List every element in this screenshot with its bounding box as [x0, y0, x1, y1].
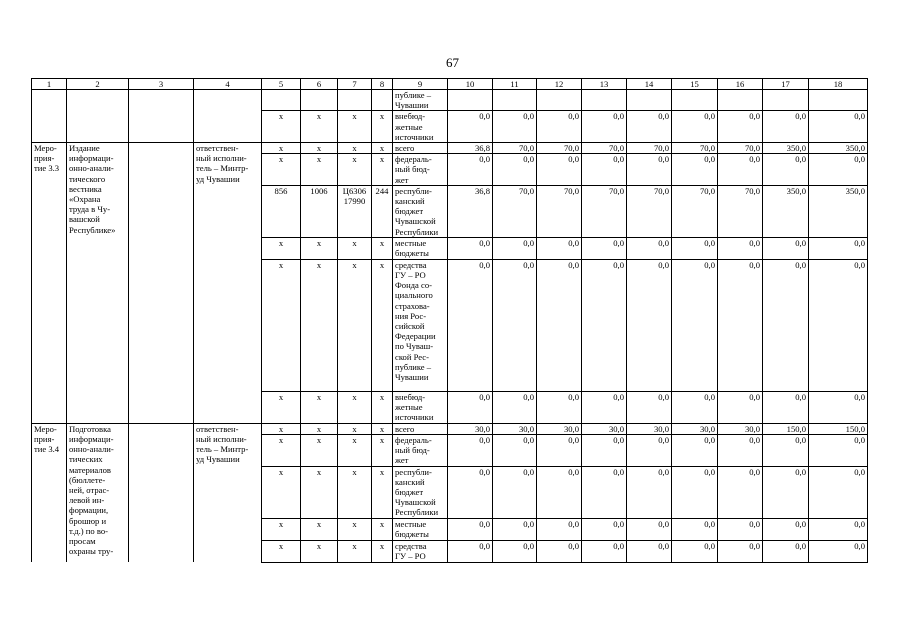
cell-value: 0,0 — [582, 540, 627, 562]
cell-value: 0,0 — [627, 435, 672, 467]
cell-value: х — [301, 259, 338, 391]
cell-value: 0,0 — [537, 154, 582, 186]
cell-value: х — [262, 518, 301, 540]
cell-empty — [372, 90, 393, 111]
cell-value: х — [262, 423, 301, 434]
cell-value: 70,0 — [672, 185, 718, 237]
cell-value: х — [338, 154, 372, 186]
cell-value: 70,0 — [582, 143, 627, 154]
cell-value: 856 — [262, 185, 301, 237]
cell-value: х — [338, 540, 372, 562]
cell-value: 70,0 — [672, 143, 718, 154]
cell-value: х — [372, 259, 393, 391]
cell-value: х — [372, 435, 393, 467]
cell-value: 0,0 — [627, 391, 672, 423]
table-row — [32, 423, 868, 434]
cell-value: 0,0 — [763, 540, 809, 562]
source-cell: республи- канский бюджет Чувашской Республики — [393, 466, 448, 518]
cell-value: х — [262, 259, 301, 391]
source-cell: внебюд- жетные источники — [393, 391, 448, 423]
col-header: 4 — [194, 79, 262, 90]
budget-table — [31, 78, 868, 563]
cell-value: 0,0 — [809, 237, 868, 259]
cell-value: 36,8 — [448, 143, 493, 154]
cell-value: 150,0 — [763, 423, 809, 434]
cell-value: х — [262, 143, 301, 154]
cell-value: 30,0 — [448, 423, 493, 434]
cell-value: 0,0 — [718, 259, 763, 391]
cell-value: 0,0 — [718, 391, 763, 423]
cell-value: 0,0 — [718, 154, 763, 186]
cell-value: х — [338, 518, 372, 540]
cell-value: х — [301, 111, 338, 143]
cell-value: 0,0 — [763, 259, 809, 391]
cell-value: 0,0 — [493, 435, 537, 467]
cell-value: 0,0 — [763, 154, 809, 186]
cell-value: х — [262, 154, 301, 186]
cell-value: 0,0 — [537, 111, 582, 143]
source-cell: публике – Чувашии — [393, 90, 448, 111]
source-cell: средства ГУ – РО Фонда со- циального страхова- ния Рос- сийской Федерации по Чуваш- ской Рес- публике – Чувашии — [393, 259, 448, 391]
col-header: 8 — [372, 79, 393, 90]
cell-value: 70,0 — [537, 185, 582, 237]
cell-empty — [301, 90, 338, 111]
cell-value: х — [262, 540, 301, 562]
cell-value: 0,0 — [718, 466, 763, 518]
cell-empty — [194, 90, 262, 143]
cell-value: 0,0 — [493, 466, 537, 518]
cell-value: 0,0 — [537, 391, 582, 423]
cell-value: х — [372, 466, 393, 518]
cell-value: х — [301, 237, 338, 259]
col-header: 14 — [627, 79, 672, 90]
cell-value: 0,0 — [582, 518, 627, 540]
cell-value: 30,0 — [582, 423, 627, 434]
cell-value: х — [262, 435, 301, 467]
cell-value: 0,0 — [627, 111, 672, 143]
page-number: 67 — [446, 55, 459, 70]
col-header: 5 — [262, 79, 301, 90]
cell-value: х — [301, 466, 338, 518]
cell-value: х — [338, 111, 372, 143]
cell-value: х — [301, 540, 338, 562]
activity-label: Меро- прия- тие 3.4 — [32, 423, 67, 562]
col-header: 16 — [718, 79, 763, 90]
cell-value: х — [262, 237, 301, 259]
cell-value: 0,0 — [718, 111, 763, 143]
cell-value: 0,0 — [809, 466, 868, 518]
cell-empty — [262, 90, 301, 111]
cell-value: х — [372, 423, 393, 434]
col-header: 18 — [809, 79, 868, 90]
cell-value: х — [372, 237, 393, 259]
cell-value: 0,0 — [582, 111, 627, 143]
col-header: 11 — [493, 79, 537, 90]
cell-value: 0,0 — [809, 435, 868, 467]
cell-value: 0,0 — [718, 237, 763, 259]
cell-empty — [129, 90, 194, 143]
col-header: 3 — [129, 79, 194, 90]
col-header: 9 — [393, 79, 448, 90]
cell-value: 0,0 — [493, 518, 537, 540]
cell-value: 70,0 — [627, 143, 672, 154]
cell-value: х — [338, 423, 372, 434]
source-cell: местные бюджеты — [393, 237, 448, 259]
cell-value: 0,0 — [809, 391, 868, 423]
cell-value: 0,0 — [718, 435, 763, 467]
cell-value: 0,0 — [763, 466, 809, 518]
col-header: 12 — [537, 79, 582, 90]
cell-value: х — [301, 143, 338, 154]
cell-empty — [32, 90, 67, 143]
cell-value: х — [338, 435, 372, 467]
cell-value: 0,0 — [537, 540, 582, 562]
cell-value: 0,0 — [448, 540, 493, 562]
cell-value: х — [301, 518, 338, 540]
cell-value: 0,0 — [718, 518, 763, 540]
cell-value: 0,0 — [672, 435, 718, 467]
cell-value: 0,0 — [672, 154, 718, 186]
activity-executor: ответствен- ный исполни- тель – Минтр- уд Чувашии — [194, 143, 262, 424]
cell-value: 0,0 — [582, 391, 627, 423]
cell-value: х — [262, 466, 301, 518]
cell-value: 0,0 — [672, 259, 718, 391]
cell-value: 0,0 — [627, 154, 672, 186]
col-header: 1 — [32, 79, 67, 90]
cell-empty — [129, 143, 194, 424]
cell-value: 0,0 — [448, 435, 493, 467]
cell-value: х — [372, 518, 393, 540]
cell-value: 0,0 — [763, 237, 809, 259]
cell-value: х — [301, 154, 338, 186]
cell-value: Ц6306 17990 — [338, 185, 372, 237]
cell-value: х — [338, 466, 372, 518]
cell-value: 0,0 — [493, 391, 537, 423]
cell-value: 0,0 — [493, 540, 537, 562]
cell-value: 0,0 — [718, 540, 763, 562]
cell-value: 70,0 — [537, 143, 582, 154]
cell-value: 30,0 — [493, 423, 537, 434]
cell-value: 0,0 — [627, 518, 672, 540]
cell-value: 0,0 — [582, 466, 627, 518]
table-row — [32, 90, 868, 111]
cell-value: 0,0 — [493, 154, 537, 186]
cell-value: х — [338, 143, 372, 154]
cell-value: х — [262, 111, 301, 143]
cell-value: 0,0 — [537, 237, 582, 259]
cell-value: 0,0 — [493, 259, 537, 391]
cell-value: 0,0 — [448, 466, 493, 518]
cell-value: 70,0 — [493, 185, 537, 237]
col-header: 7 — [338, 79, 372, 90]
source-cell: средства ГУ – РО — [393, 540, 448, 562]
cell-value: 30,0 — [718, 423, 763, 434]
cell-value: 0,0 — [448, 154, 493, 186]
cell-value: 0,0 — [537, 435, 582, 467]
cell-value: 0,0 — [809, 259, 868, 391]
cell-value: 0,0 — [627, 259, 672, 391]
source-cell: федераль- ный бюд- жет — [393, 435, 448, 467]
cell-value: 0,0 — [493, 111, 537, 143]
col-header: 6 — [301, 79, 338, 90]
cell-value: 0,0 — [672, 391, 718, 423]
cell-value: 0,0 — [672, 237, 718, 259]
cell-value: 70,0 — [582, 185, 627, 237]
cell-value: х — [301, 435, 338, 467]
activity-executor: ответствен- ный исполни- тель – Минтр- уд Чувашии — [194, 423, 262, 562]
cell-value: 36,8 — [448, 185, 493, 237]
cell-empty — [67, 90, 129, 143]
cell-value: 0,0 — [627, 540, 672, 562]
cell-value: 0,0 — [537, 466, 582, 518]
cell-value: 0,0 — [763, 111, 809, 143]
cell-value: х — [372, 391, 393, 423]
source-cell: всего — [393, 423, 448, 434]
cell-value: 350,0 — [763, 143, 809, 154]
cell-value: 0,0 — [448, 111, 493, 143]
cell-value: 0,0 — [672, 518, 718, 540]
cell-value: 0,0 — [672, 466, 718, 518]
cell-value: 0,0 — [809, 540, 868, 562]
cell-value: 0,0 — [448, 518, 493, 540]
cell-value: 0,0 — [582, 154, 627, 186]
col-header: 2 — [67, 79, 129, 90]
cell-value: 30,0 — [672, 423, 718, 434]
cell-value: 0,0 — [448, 237, 493, 259]
cell-value: 350,0 — [809, 143, 868, 154]
cell-value: 30,0 — [537, 423, 582, 434]
activity-label: Меро- прия- тие 3.3 — [32, 143, 67, 424]
cell-value: 0,0 — [582, 259, 627, 391]
cell-value: х — [301, 391, 338, 423]
source-cell: всего — [393, 143, 448, 154]
cell-value: 0,0 — [763, 518, 809, 540]
cell-value: 0,0 — [809, 154, 868, 186]
cell-value: 70,0 — [718, 185, 763, 237]
cell-value: 0,0 — [763, 435, 809, 467]
cell-value: 0,0 — [763, 391, 809, 423]
cell-empty — [338, 90, 372, 111]
source-cell: местные бюджеты — [393, 518, 448, 540]
cell-value: 350,0 — [763, 185, 809, 237]
cell-empty — [129, 423, 194, 562]
cell-value: х — [372, 111, 393, 143]
col-header: 15 — [672, 79, 718, 90]
cell-value: х — [262, 391, 301, 423]
cell-value: х — [338, 391, 372, 423]
cell-value: 244 — [372, 185, 393, 237]
cell-value: 70,0 — [493, 143, 537, 154]
cell-value: 70,0 — [718, 143, 763, 154]
cell-value: 0,0 — [672, 111, 718, 143]
cell-value: 0,0 — [448, 259, 493, 391]
cell-value: 0,0 — [582, 237, 627, 259]
cell-value: 1006 — [301, 185, 338, 237]
cell-value: 0,0 — [809, 111, 868, 143]
source-cell: федераль- ный бюд- жет — [393, 154, 448, 186]
cell-value: х — [338, 259, 372, 391]
source-cell: внебюд- жетные источники — [393, 111, 448, 143]
cell-value: х — [301, 423, 338, 434]
cell-value: 0,0 — [493, 237, 537, 259]
cell-value: 0,0 — [672, 540, 718, 562]
cell-value: 150,0 — [809, 423, 868, 434]
cell-value: 0,0 — [537, 518, 582, 540]
col-header: 17 — [763, 79, 809, 90]
cell-value: 0,0 — [809, 518, 868, 540]
cell-value: 30,0 — [627, 423, 672, 434]
cell-value: х — [372, 540, 393, 562]
cell-value: х — [372, 143, 393, 154]
column-number-row — [32, 79, 868, 90]
col-header: 13 — [582, 79, 627, 90]
cell-value: 0,0 — [448, 391, 493, 423]
cell-value: х — [372, 154, 393, 186]
cell-value: 350,0 — [809, 185, 868, 237]
activity-name: Подготовка информаци- онно-анали- тических материалов (бюллете- ней, отрас- левой ин- формации, брошюр и т.д.) по во- просам охраны тру- — [67, 423, 129, 562]
col-header: 10 — [448, 79, 493, 90]
cell-value: 0,0 — [582, 435, 627, 467]
cell-value: 0,0 — [627, 237, 672, 259]
cell-value: 0,0 — [537, 259, 582, 391]
cell-value: 70,0 — [627, 185, 672, 237]
cell-value: 0,0 — [627, 466, 672, 518]
source-cell: республи- канский бюджет Чувашской Республики — [393, 185, 448, 237]
table-row — [32, 143, 868, 154]
activity-name: Издание информаци- онно-анали- тического вестника «Охрана труда в Чу- вашской Республике» — [67, 143, 129, 424]
cell-value: х — [338, 237, 372, 259]
